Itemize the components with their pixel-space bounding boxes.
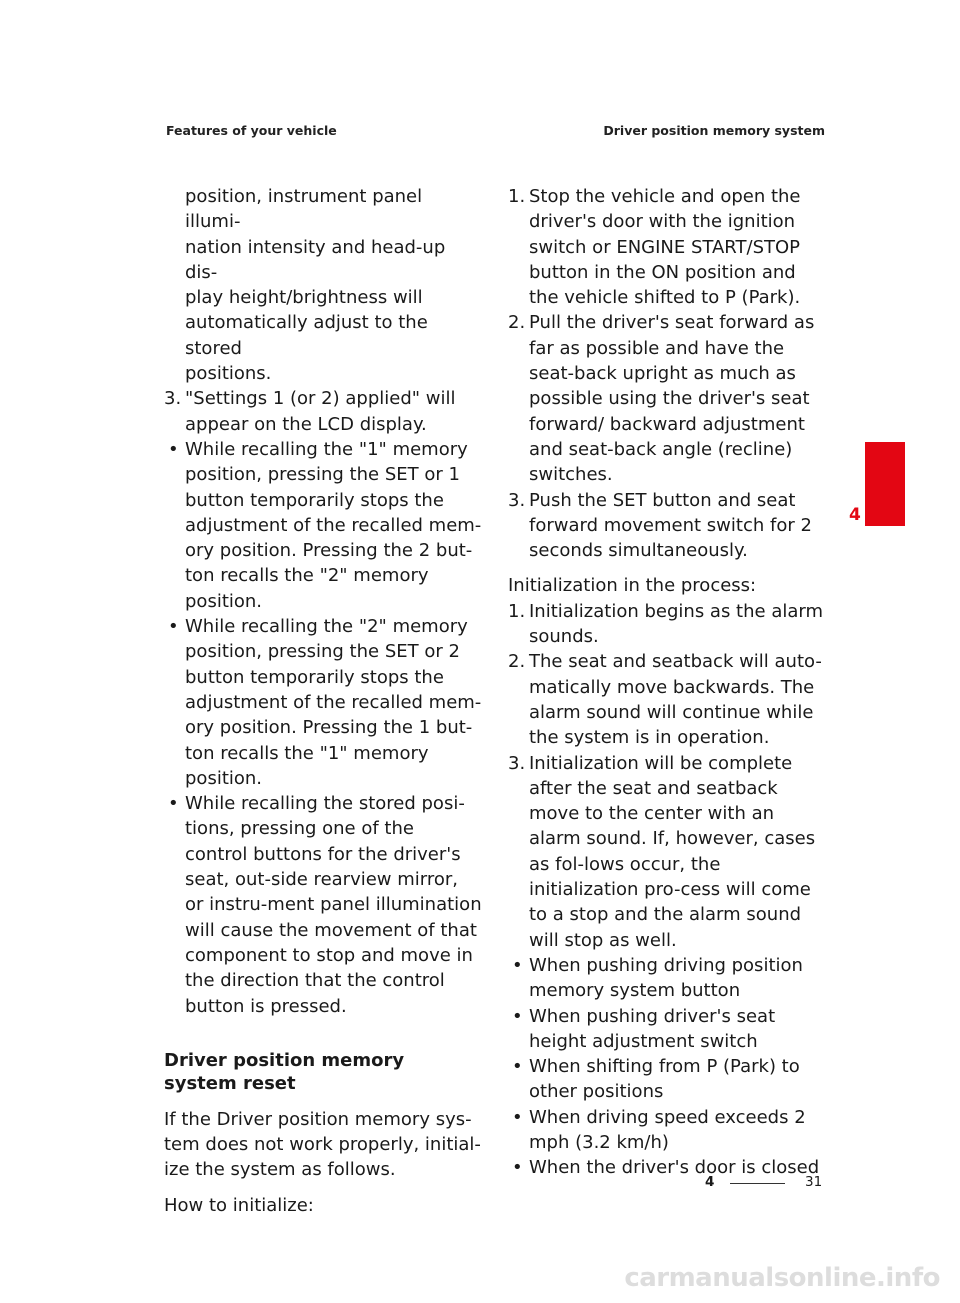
bullet-text: When pushing driver's seat height adjustment switch bbox=[529, 1005, 776, 1052]
chapter-tab-number: 4 bbox=[849, 505, 861, 525]
numbered-step bbox=[164, 386, 482, 437]
bullet-text: When the driver's door is closed bbox=[529, 1157, 820, 1179]
step-number: 2. bbox=[508, 651, 526, 673]
continuation-line: automatically adjust to the stored bbox=[185, 312, 428, 359]
step-text: Push the SET button and seat forward movement switch for 2 seconds simultaneously. bbox=[529, 489, 812, 562]
footer-page-number: 31 bbox=[805, 1174, 823, 1190]
bullet-text: While recalling the "2" memory position, pressing the SET or 2 button temporarily stops the adjustment of the recalled mem-ory position. Pressing the 1 but-ton recalls the "1" memory position. bbox=[185, 616, 482, 789]
left-column bbox=[164, 184, 482, 1218]
numbered-step bbox=[508, 310, 826, 487]
step-text: Initialization begins as the alarm sounds. bbox=[529, 600, 823, 648]
step-number: 3. bbox=[508, 752, 526, 774]
bullet-marker: • bbox=[512, 1106, 523, 1128]
process-step bbox=[508, 751, 826, 953]
step-text: The seat and seatback will auto-matically move backwards. The alarm sound will continue while the system is in operation. bbox=[529, 651, 822, 749]
step-text: "Settings 1 (or 2) applied" will appear on the LCD display. bbox=[185, 388, 456, 435]
step-text: Initialization will be complete after the seat and seatback move to the center with an alarm sound. If, however, cases as fol-lows occur, the initialization pro-cess will come to a stop and the alarm sound will stop as well. bbox=[529, 752, 816, 951]
step-number: 2. bbox=[508, 312, 526, 334]
bullet-text: While recalling the "1" memory position, pressing the SET or 1 button temporarily stops the adjustment of the recalled mem-ory position. Pressing the 2 but-ton recalls the "2" memory position. bbox=[185, 438, 482, 612]
bullet-marker: • bbox=[168, 438, 179, 460]
bullet-marker: • bbox=[512, 1157, 523, 1179]
bullet-item bbox=[508, 1054, 826, 1105]
footer-divider bbox=[730, 1183, 785, 1184]
step-number: 1. bbox=[508, 600, 526, 622]
bullet-text: While recalling the stored posi-tions, pressing one of the control buttons for the driver's seat, out-side rearview mirror, or instru-ment panel illumination will cause the movement of that component to stop and move in the direction that the control button is pressed. bbox=[185, 793, 482, 1017]
numbered-step bbox=[508, 184, 826, 310]
continuation-line: positions. bbox=[185, 363, 272, 385]
step-text: Stop the vehicle and open the driver's door with the ignition switch or ENGINE START/STOP button in the ON position and the vehicle shifted to P (Park). bbox=[529, 186, 801, 309]
bullet-marker: • bbox=[512, 1005, 523, 1027]
chapter-tab bbox=[865, 442, 905, 526]
process-heading: Initialization in the process: bbox=[508, 575, 757, 597]
section-heading: Driver position memory system reset bbox=[164, 1049, 405, 1094]
bullet-text: When shifting from P (Park) to other positions bbox=[529, 1056, 800, 1103]
bullet-marker: • bbox=[168, 793, 179, 815]
footer-section-number: 4 bbox=[705, 1174, 715, 1190]
right-column bbox=[508, 184, 826, 1181]
bullet-marker: • bbox=[168, 616, 179, 638]
how-to-label: How to initialize: bbox=[164, 1194, 314, 1216]
running-header-right: Driver position memory system bbox=[603, 123, 825, 138]
bullet-item bbox=[508, 1105, 826, 1156]
process-step bbox=[508, 599, 826, 650]
step-number: 1. bbox=[508, 186, 526, 207]
continuation-line: position, instrument panel illumi- bbox=[185, 186, 423, 233]
step-text: Pull the driver's seat forward as far as possible and have the seat-back upright as much as possible using the driver's seat forward/ backward adjustment and seat-back angle (recline) switches. bbox=[529, 312, 815, 486]
watermark: carmanualsonline.info bbox=[624, 1263, 940, 1293]
step-number: 3. bbox=[164, 388, 182, 410]
numbered-step bbox=[508, 488, 826, 564]
running-header-left: Features of your vehicle bbox=[166, 123, 337, 138]
bullet-item bbox=[508, 1004, 826, 1055]
step-number: 3. bbox=[508, 489, 526, 511]
bullet-marker: • bbox=[512, 954, 523, 976]
bullet-marker: • bbox=[512, 1056, 523, 1078]
bullet-item bbox=[164, 614, 482, 791]
bullet-item bbox=[164, 791, 482, 1019]
continuation-line: nation intensity and head-up dis- bbox=[185, 236, 446, 283]
continuation-text bbox=[164, 184, 482, 386]
bullet-item bbox=[508, 953, 826, 1004]
continuation-line: play height/brightness will bbox=[185, 287, 423, 309]
bullet-item bbox=[164, 437, 482, 614]
bullet-text: When pushing driving position memory system button bbox=[529, 954, 803, 1002]
process-step bbox=[508, 649, 826, 750]
body-paragraph: If the Driver position memory sys-tem does not work properly, initial-ize the system as follows. bbox=[164, 1108, 481, 1181]
bullet-item bbox=[508, 1155, 826, 1180]
bullet-text: When driving speed exceeds 2 mph (3.2 km/h) bbox=[529, 1106, 806, 1153]
